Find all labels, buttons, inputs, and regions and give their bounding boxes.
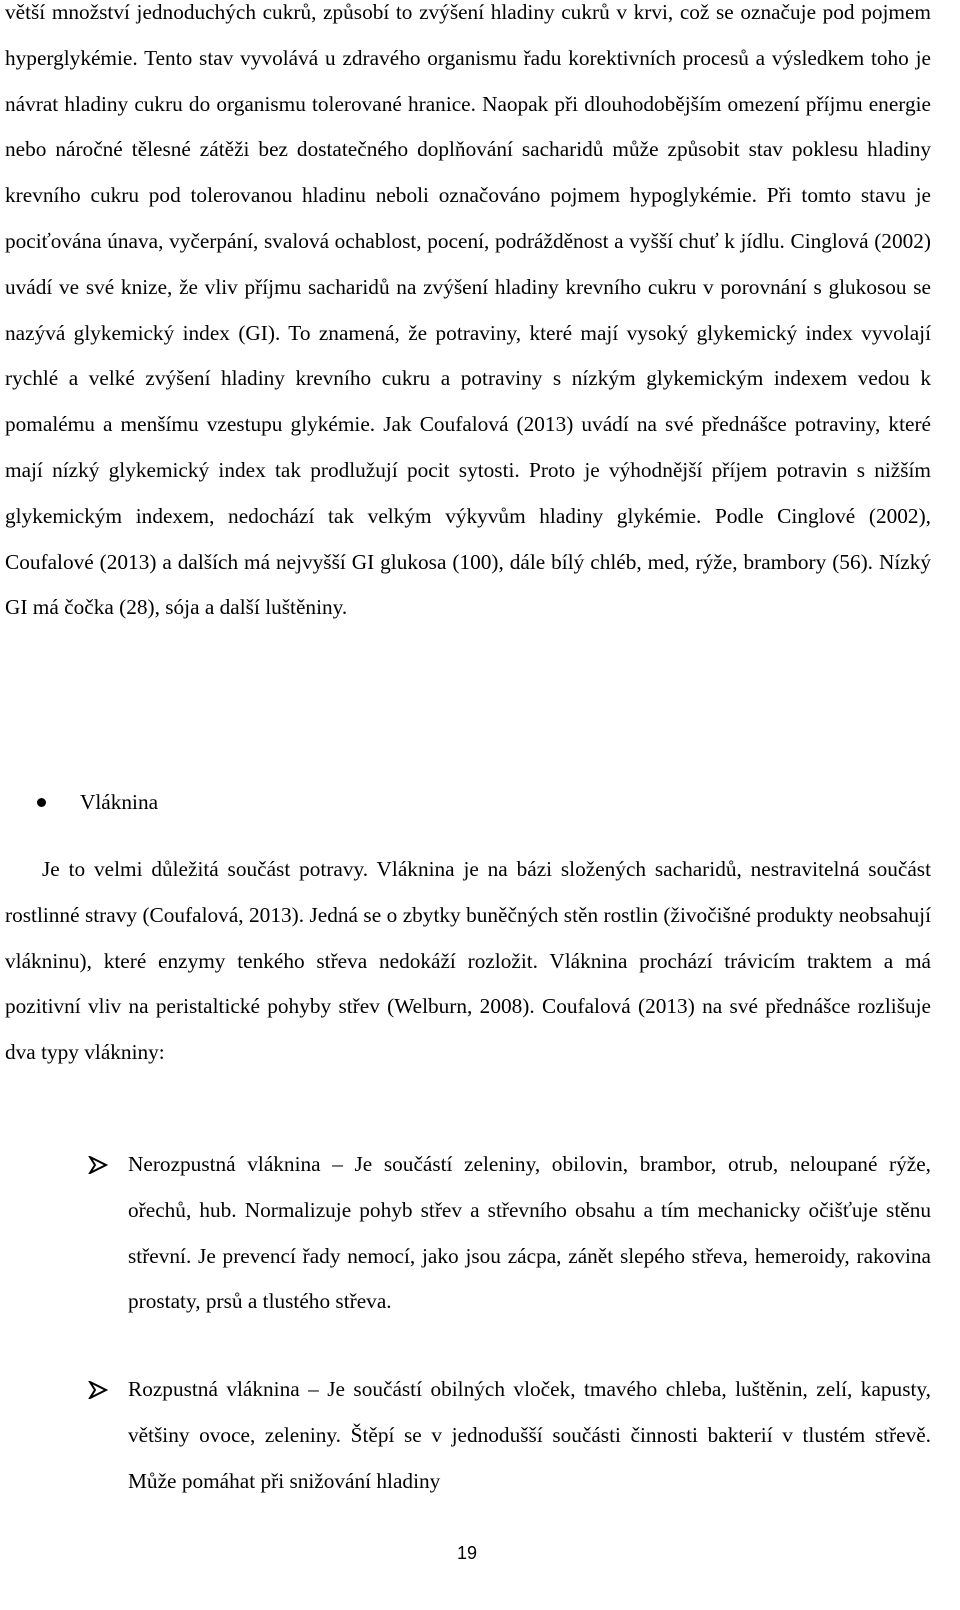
arrow-bullet-icon xyxy=(88,1156,108,1174)
bullet-dot-icon xyxy=(37,798,46,807)
body-paragraph: větší množství jednoduchých cukrů, způsobí to zvýšení hladiny cukrů v krvi, což se označuje pod pojmem hyperglykémie. Tento stav vyvolává u zdravého organismu řadu korektivních procesů a výsledkem toho je návrat hladiny cukru do organismu tolerované hranice. Naopak při dlouhodobějším omezení příjmu energie nebo náročné tělesné zátěži bez dostatečného doplňování sacharidů může způsobit stav poklesu hladiny krevního cukru pod tolerovanou hladinu neboli označováno pojmem hypoglykémie. Při tomto stavu je pociťována únava, vyčerpání, svalová ochablost, pocení, podrážděnost a vyšší chuť k jídlu. Cinglová (2002) uvádí ve své knize, že vliv příjmu sacharidů na zvýšení hladiny krevního cukru v porovnání s glukosou se nazývá glykemický index (GI). To znamená, že potraviny, které mají vysoký glykemický index vyvolají rychlé a velké zvýšení hladiny krevního cukru a potraviny s nízkým glykemickým indexem vedou k pomalému a menšímu vzestupu glykémie. Jak Coufalová (2013) uvádí na své přednášce potraviny, které mají nízký glykemický index tak prodlužují pocit sytosti. Proto je výhodnější příjem potravin s nižším glykemickým indexem, nedochází tak velkým výkyvům hladiny glykémie. Podle Cinglové (2002), Coufalové (2013) a dalších má nejvyšší GI glukosa (100), dále bílý chléb, med, rýže, brambory (56). Nízký GI má čočka (28), sója a další luštěniny. xyxy=(5,0,931,620)
list-item xyxy=(128,1142,931,1325)
bullet-heading-row xyxy=(37,780,158,826)
list-item-text: Nerozpustná vláknina – Je součástí zeleniny, obilovin, brambor, otrub, neloupané rýže, ořechů, hub. Normalizuje pohyb střev a střevního obsahu a tím mechanicky očišťuje stěnu střevní. Je prevencí řady nemocí, jako jsou zácpa, zánět slepého střeva, hemeroidy, rakovina prostaty, prsů a tlustého střeva. xyxy=(128,1152,931,1314)
page-number: 19 xyxy=(456,1543,478,1563)
arrow-bullet-icon xyxy=(88,1381,108,1399)
list-item xyxy=(128,1367,931,1504)
body-paragraph: Je to velmi důležitá součást potravy. Vláknina je na bázi složených sacharidů, nestravitelná součást rostlinné stravy (Coufalová, 2013). Jedná se o zbytky buněčných stěn rostlin (živočišné produkty neobsahují vlákninu), které enzymy tenkého střeva nedokáží rozložit. Vláknina prochází trávicím traktem a má pozitivní vliv na peristaltické pohyby střev (Welburn, 2008). Coufalová (2013) na své přednášce rozlišuje dva typy vlákniny: xyxy=(5,857,931,1065)
bullet-heading: Vláknina xyxy=(80,790,159,814)
list-item-text: Rozpustná vláknina – Je součástí obilných vloček, tmavého chleba, luštěnin, zelí, kapusty, většiny ovoce, zeleniny. Štěpí se v jednodušší součásti činnosti bakterií v tlustém střevě. Může pomáhat při snižování hladiny xyxy=(128,1377,931,1493)
